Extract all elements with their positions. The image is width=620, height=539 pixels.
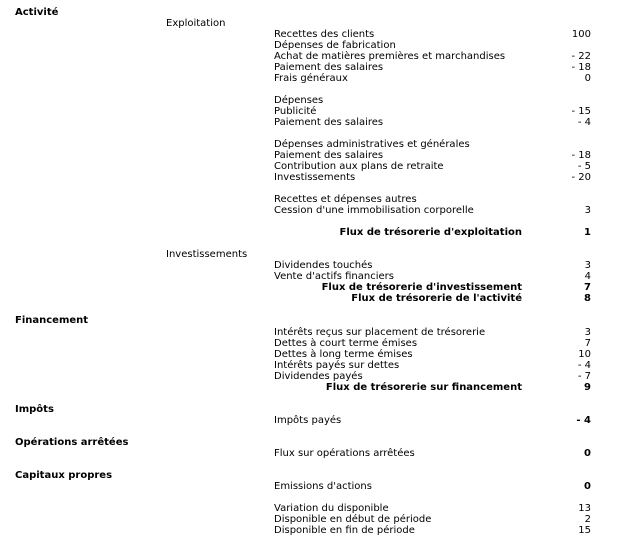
row-value: 0 bbox=[584, 73, 591, 84]
row-label: Intérêts reçus sur placement de trésorerie bbox=[274, 327, 486, 338]
total-investissement-value: 7 bbox=[584, 282, 591, 293]
total-exploitation-label: Flux de trésorerie d'exploitation bbox=[339, 227, 522, 238]
row-value: 3 bbox=[584, 327, 591, 338]
total-exploitation-value: 1 bbox=[584, 227, 591, 238]
row-value: - 15 bbox=[571, 106, 591, 117]
subsection-investissements: Investissements bbox=[166, 249, 248, 260]
row-value: - 5 bbox=[577, 161, 591, 172]
row-label: Disponible en début de période bbox=[274, 514, 432, 525]
total-financement-label: Flux de trésorerie sur financement bbox=[325, 382, 522, 393]
row-label: Vente d'actifs financiers bbox=[274, 271, 394, 282]
row-value: 3 bbox=[584, 205, 591, 216]
row-label: Paiement des salaires bbox=[274, 117, 384, 128]
row-label: Variation du disponible bbox=[274, 503, 389, 514]
total-financement-value: 9 bbox=[584, 382, 591, 393]
row-label: Impôts payés bbox=[274, 415, 342, 426]
row-label: Dividendes touchés bbox=[274, 260, 373, 271]
row-value: - 7 bbox=[577, 371, 591, 382]
row-value: - 18 bbox=[571, 62, 591, 73]
row-label: Cession d'une immobilisation corporelle bbox=[274, 205, 474, 216]
row-value: 0 bbox=[584, 448, 591, 459]
row-label: Dépenses administratives et générales bbox=[274, 139, 470, 150]
row-label: Recettes des clients bbox=[274, 29, 375, 40]
section-financement: Financement bbox=[15, 315, 89, 326]
total-investissement-label: Flux de trésorerie d'investissement bbox=[321, 282, 522, 293]
row-label: Dettes à long terme émises bbox=[274, 349, 413, 360]
section-activite: Activité bbox=[15, 7, 59, 18]
row-value: - 4 bbox=[577, 360, 591, 371]
row-label: Frais généraux bbox=[274, 73, 348, 84]
row-value: - 20 bbox=[571, 172, 591, 183]
row-label: Recettes et dépenses autres bbox=[274, 194, 417, 205]
subsection-exploitation: Exploitation bbox=[166, 18, 226, 29]
total-activite-value: 8 bbox=[584, 293, 591, 304]
row-value: 13 bbox=[578, 503, 591, 514]
row-value: 7 bbox=[584, 338, 591, 349]
row-label: Paiement des salaires bbox=[274, 62, 384, 73]
row-label: Achat de matières premières et marchandises bbox=[274, 51, 506, 62]
row-label: Dépenses bbox=[274, 95, 324, 106]
row-value: 2 bbox=[584, 514, 591, 525]
row-label: Paiement des salaires bbox=[274, 150, 384, 161]
row-value: 4 bbox=[584, 271, 591, 282]
section-operations-arretees: Opérations arrêtées bbox=[15, 437, 129, 448]
total-activite-label: Flux de trésorerie de l'activité bbox=[351, 293, 522, 304]
row-value: - 22 bbox=[571, 51, 591, 62]
row-label: Dettes à court terme émises bbox=[274, 338, 418, 349]
row-value: 0 bbox=[584, 481, 591, 492]
row-label: Disponible en fin de période bbox=[274, 525, 415, 536]
row-label: Publicité bbox=[274, 106, 317, 117]
row-value: 15 bbox=[578, 525, 591, 536]
row-label: Contribution aux plans de retraite bbox=[274, 161, 444, 172]
row-value: - 4 bbox=[577, 117, 591, 128]
row-label: Flux sur opérations arrêtées bbox=[274, 448, 415, 459]
row-value: - 4 bbox=[576, 415, 591, 426]
section-capitaux-propres: Capitaux propres bbox=[15, 470, 113, 481]
row-label: Intérêts payés sur dettes bbox=[274, 360, 400, 371]
row-label: Investissements bbox=[274, 172, 356, 183]
row-label: Dividendes payés bbox=[274, 371, 363, 382]
row-label: Emissions d'actions bbox=[274, 481, 372, 492]
row-label: Dépenses de fabrication bbox=[274, 40, 396, 51]
row-value: 10 bbox=[578, 349, 591, 360]
row-value: 100 bbox=[571, 29, 591, 40]
section-impots: Impôts bbox=[15, 404, 54, 415]
row-value: 3 bbox=[584, 260, 591, 271]
row-value: - 18 bbox=[571, 150, 591, 161]
